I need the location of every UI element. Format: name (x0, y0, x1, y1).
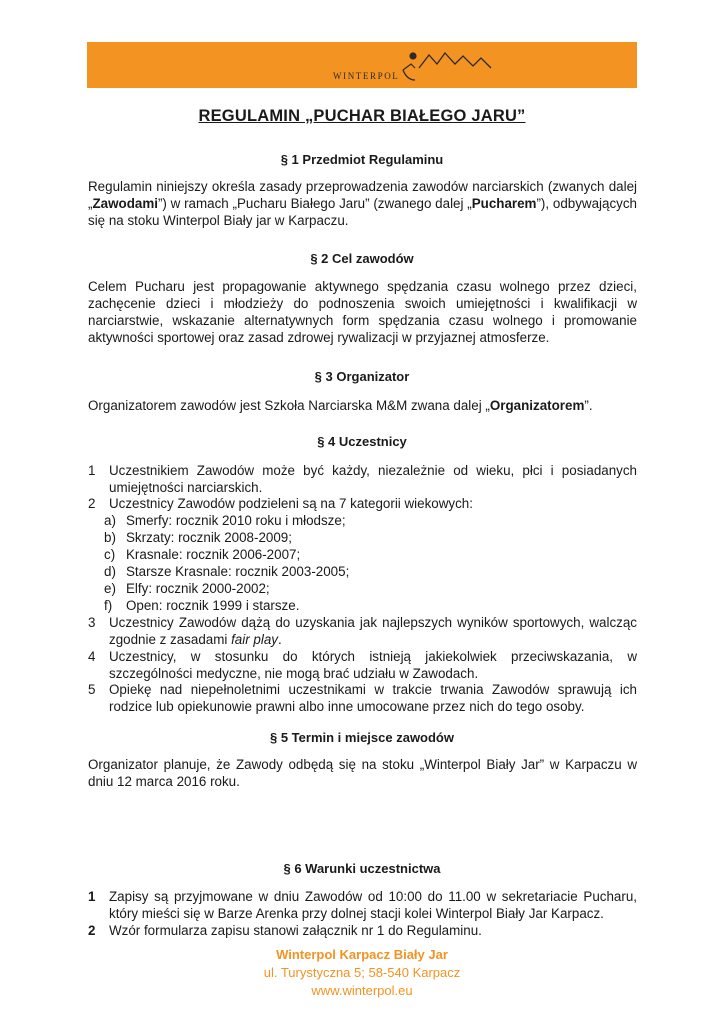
list-line: Uczestnicy, w stosunku do których istnieją jakiekolwiek przeciwskazania, w (109, 649, 637, 664)
list-text-part: . (277, 632, 282, 647)
section-6-heading: § 6 Warunki uczestnictwa (283, 861, 441, 876)
s3-bold-organizatorem: Organizatorem (489, 398, 585, 413)
s2-line-2: zachęcenie dzieci i młodzieży do podnoszenia swoich umiejętności i kwalifikacji w (88, 296, 637, 311)
list-line: szczególności medyczne, nie mogą brać udziału w Zawodach. (109, 666, 479, 681)
winterpol-mountain-logo-icon (399, 46, 511, 84)
category-text: Smerfy: rocznik 2010 roku i młodsze; (126, 513, 346, 528)
category-text: Krasnale: rocznik 2006-2007; (126, 547, 301, 562)
list-line: rodzice lub opiekunowie prawni albo inne umocowane przez nich do tego osoby. (109, 699, 585, 714)
list-line: Zapisy są przyjmowane w dniu Zawodów od 10:00 do 11.00 w sekretariacie Pucharu, (109, 889, 637, 904)
list-line: Wzór formularza zapisu stanowi załącznik nr 1 do Regulaminu. (109, 923, 482, 938)
category-letter: a) (104, 513, 116, 528)
section-3-heading: § 3 Organizator (314, 369, 410, 384)
s1-line-2 (88, 195, 637, 212)
s2-line-4: aktywności sportowej oraz zasad zdrowej rywalizacji w przyjaznej atmosferze. (88, 330, 550, 345)
s2-line-1: Celem Pucharu jest propagowanie aktywnego spędzania czasu wolnego przez dzieci, (88, 279, 637, 294)
list-text (109, 922, 637, 939)
category-text: Elfy: rocznik 2000-2002; (126, 581, 270, 596)
s1-line-1: Regulamin niniejszy określa zasady przeprowadzenia zawodów narciarskich (zwanych dalej (88, 179, 637, 194)
logo-text: WINTERPOL (333, 71, 400, 81)
s1-bold-zawodami: Zawodami (92, 196, 158, 211)
section-2-heading: § 2 Cel zawodów (310, 251, 414, 266)
list-number: 2 (88, 923, 96, 938)
section-1-paragraph (88, 178, 637, 229)
list-number: 5 (88, 682, 96, 697)
footer-company-name: Winterpol Karpacz Biały Jar (276, 947, 448, 962)
section-1-heading: § 1 Przedmiot Regulaminu (280, 152, 444, 167)
list-text (109, 462, 637, 496)
list-number: 3 (88, 615, 96, 630)
category-text: Skrzaty: rocznik 2008-2009; (126, 530, 292, 545)
category-letter: d) (104, 564, 116, 579)
italic-fair-play: fair play (231, 632, 278, 647)
s3-line-1 (88, 397, 637, 414)
category-letter: b) (104, 530, 116, 545)
s1-line-3: się na stoku Winterpol Biały jar w Karpaczu. (88, 213, 349, 228)
list-number: 2 (88, 496, 96, 511)
category-text: Open: rocznik 1999 i starsze. (126, 598, 300, 613)
list-number: 1 (88, 889, 96, 904)
list-number: 4 (88, 649, 96, 664)
section-2-paragraph (88, 278, 637, 346)
list-text (109, 495, 637, 512)
s3-text: ”. (584, 398, 593, 413)
s1-text: „ (88, 196, 93, 211)
list-line: umiejętności narciarskich. (109, 480, 263, 495)
list-text (109, 888, 637, 922)
section-5-heading: § 5 Termin i miejsce zawodów (270, 730, 454, 745)
category-text: Starsze Krasnale: rocznik 2003-2005; (126, 564, 350, 579)
list-line: Opiekę nad niepełnoletnimi uczestnikami w trakcie trwania Zawodów sprawują ich (109, 682, 637, 697)
section-5-paragraph (88, 756, 637, 790)
list-text-part: zgodnie z zasadami (109, 632, 232, 647)
s5-line-2: dniu 12 marca 2016 roku. (88, 774, 240, 789)
s1-text: ”) w ramach „Pucharu Białego Jaru” (zwanego dalej „ (157, 196, 472, 211)
section-4-heading: § 4 Uczestnicy (317, 434, 407, 449)
list-number: 1 (88, 463, 96, 478)
s1-bold-pucharem: Pucharem (471, 196, 537, 211)
list-text (109, 681, 637, 715)
page-title: REGULAMIN „PUCHAR BIAŁEGO JARU” (198, 107, 526, 125)
category-letter: c) (104, 547, 116, 562)
list-line: Uczestnicy Zawodów podzieleni są na 7 kategorii wiekowych: (109, 496, 473, 511)
s2-line-3: narciarstwie, wskazanie alternatywnych form spędzania czasu wolnego i promowanie (88, 313, 637, 328)
list-text (109, 614, 637, 648)
footer-address: ul. Turystyczna 5; 58-540 Karpacz (263, 965, 461, 980)
footer-website-link[interactable]: www.winterpol.eu (311, 983, 413, 998)
s1-text: ”), odbywających (536, 196, 637, 211)
list-text (109, 648, 637, 682)
list-line: Uczestnikiem Zawodów może być każdy, niezależnie od wieku, płci i posiadanych (109, 463, 637, 478)
list-line: który mieści się w Barze Arenka przy dolnej stacji kolei Winterpol Biały Jar Karpacz. (109, 906, 604, 921)
section-3-paragraph (88, 397, 637, 414)
category-letter: e) (104, 581, 116, 596)
list-line (109, 631, 637, 648)
s3-text: Organizatorem zawodów jest Szkoła Narciarska M&M zwana dalej „ (88, 398, 490, 413)
list-line: Uczestnicy Zawodów dążą do uzyskania jak najlepszych wyników sportowych, walcząc (109, 615, 637, 630)
category-letter: f) (104, 598, 113, 613)
s5-line-1: Organizator planuje, że Zawody odbędą się na stoku „Winterpol Biały Jar” w Karpaczu w (88, 757, 637, 772)
